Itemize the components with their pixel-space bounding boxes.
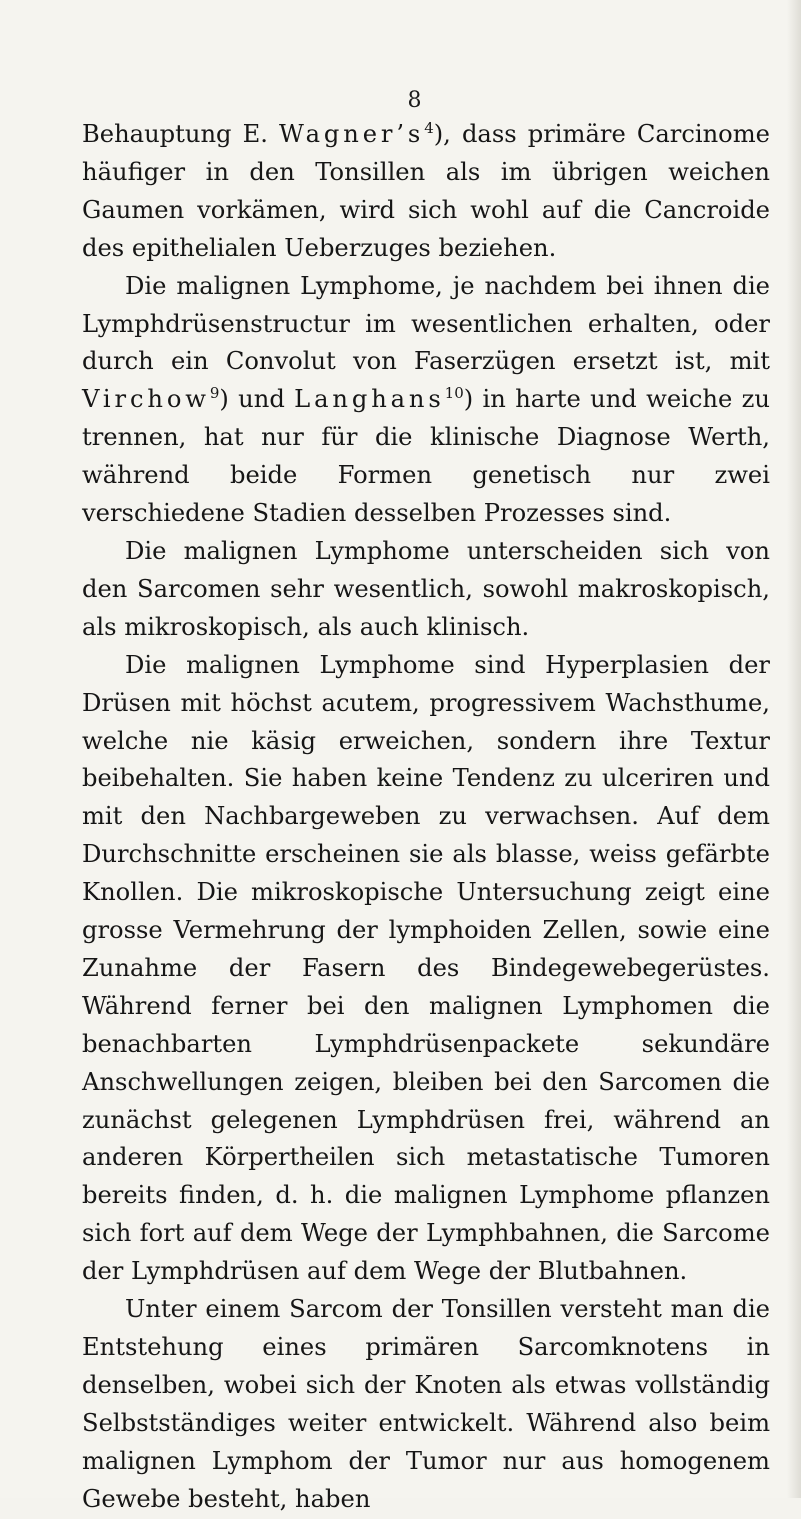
author-name-virchow: Virchow	[82, 385, 210, 414]
footnote-ref: 9	[209, 384, 220, 403]
text-run: ), dass primäre Carcinome häufiger in den Tonsillen als im übrigen weichen Gaumen vorkämen, wird sich wohl auf die Cancroide des epithelialen Ueberzuges beziehen.	[82, 120, 770, 262]
paragraph-2	[82, 268, 770, 533]
paragraph-5	[82, 1291, 770, 1518]
author-name-wagner: Wagner’s	[279, 120, 425, 148]
body-text	[82, 116, 770, 1519]
paragraph-1	[82, 116, 770, 268]
text-run: Die malignen Lymphome, je nachdem bei ihnen die Lymphdrüsenstructur im wesentlichen erhalten, oder durch ein Convolut von Faserzügen ersetzt ist, mit	[82, 271, 770, 376]
text-run: ) in harte und weiche zu trennen, hat nur für die klinische Diagnose Werth, während beide Formen genetisch nur zwei verschiedene Stadien desselben Prozesses sind.	[82, 385, 770, 528]
paragraph-3	[82, 533, 770, 647]
footnote-ref: 4	[424, 119, 434, 137]
text-run: Die malignen Lymphome sind Hyperplasien der Drüsen mit höchst acutem, progressivem Wachsthume, welche nie käsig erweichen, sondern ihre Textur beibehalten. Sie haben keine Tendenz zu ulceriren und mit den Nachbargeweben zu verwachsen. Auf dem Durchschnitte erscheinen sie als blasse, weiss gefärbte Knollen. Die mikroskopische Untersuchung zeigt eine grosse Vermehrung der lymphoiden Zellen, sowie eine Zunahme der Fasern des Bindegewebegerüstes. Während ferner bei den malignen Lymphomen die benachbarten Lymphdrüsenpackete sekundäre Anschwellungen zeigen, bleiben bei den Sarcomen die zunächst gelegenen Lymphdrüsen frei, während an anderen Körpertheilen sich metastatische Tumoren bereits finden, d. h. die malignen Lymphome pflanzen sich fort auf dem Wege der Lymphbahnen, die Sarcome der Lymphdrüsen auf dem Wege der Blutbahnen.	[82, 650, 770, 1286]
text-run: Behauptung E.	[82, 120, 279, 148]
text-run: Unter einem Sarcom der Tonsillen versteht man die Entstehung eines primären Sarcomknotens in denselben, wobei sich der Knoten als etwas vollständig Selbstständiges weiter entwickelt. Während also beim malignen Lymphom der Tumor nur aus homogenem Gewebe besteht, haben	[82, 1295, 770, 1513]
page-edge-shadow	[787, 0, 801, 1498]
page-number: 8	[407, 88, 422, 113]
paragraph-4	[82, 647, 770, 1291]
author-name-langhans: Langhans	[294, 385, 445, 414]
footnote-ref: 10	[444, 384, 464, 403]
text-run: ) und	[219, 385, 295, 414]
text-run: Die malignen Lymphome unterscheiden sich von den Sarcomen sehr wesentlich, sowohl makroskopisch, als mikroskopisch, als auch klinisch.	[82, 536, 770, 641]
